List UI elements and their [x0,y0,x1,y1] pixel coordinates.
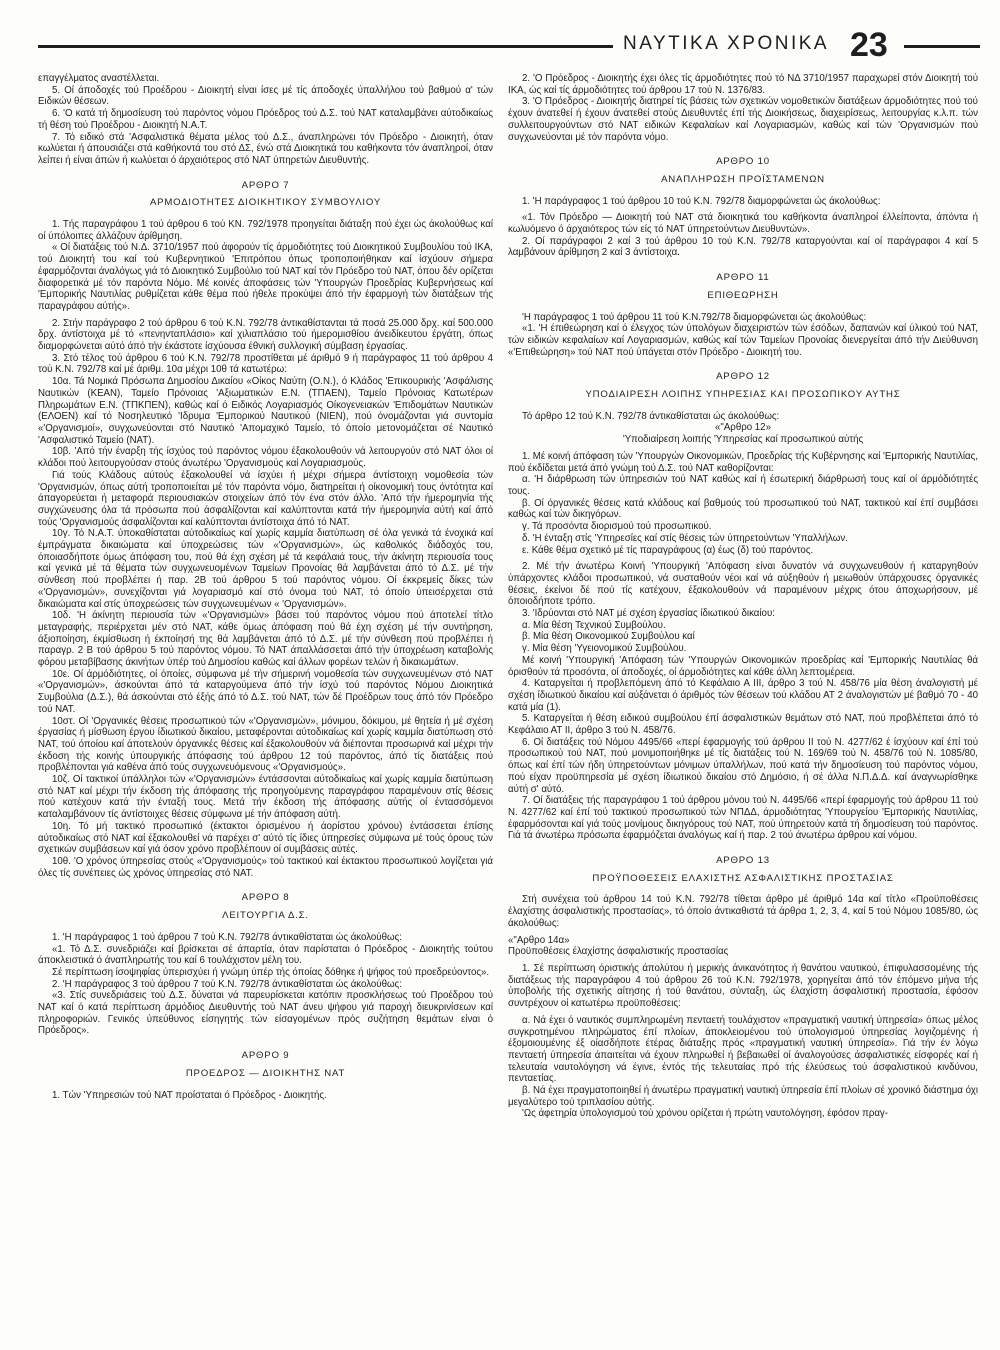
paragraph: επαγγέλματος αναστέλλεται. [38,73,160,84]
paragraph: β. Νά έχει πραγματοποιηθεί ή άνωτέρω πραγματική ναυτική ύπηρεσία έπί πλοίων σέ χρονικό διάστημα όχι μεγαλύτερο τού τριπλασίου αύτής. [508,1085,978,1108]
paragraph: 2. Μέ τήν άνωτέρω Κοινή 'Υπουργική 'Απόφαση είναι δυνατόν νά συγχωνευθούν ή καταργηθούν ύπάρχοντες κλάδοι προσωπικού, νά συσταθούν νέοι καί νά αύξηθούν ή μειωθούν ύπάρχουσες όργανικές θέσεις, έκείνοι δέ πού τίς κατέχουν, έξακολουθούν νά παραμένουν μέχρις ότου άποχωρήσουν, μέ όποιοδήποτε τρόπο. [508,561,978,608]
paragraph: Προϋποθέσεις έλαχίστης άσφαλιστικής προστασίας [508,946,729,958]
paragraph: 3. 'Ιδρύονται στό ΝΑΤ μέ σχέση έργασίας ίδιωτικού δικαίου: [522,608,775,620]
article-subheading: ΑΡΜΟΔΙΟΤΗΤΕΣ ΔΙΟΙΚΗΤΙΚΟΥ ΣΥΜΒΟΥΛΙΟΥ [149,197,382,209]
page-header [38,26,980,66]
paragraph: β. Μία θέση Οικονομικού Συμβούλου καί [522,631,695,643]
paragraph: 7. Οί διατάξεις τής παραγράφου 1 τού άρθρου μόνου τού Ν. 4495/66 «περί έφαρμογής τού άρθρου 11 τού Ν. 4277/62 καί έπί τού τακτικού προσωπικού τών ΝΠΔΔ, άρμοδιότητας 'Υπουργείου 'Εμπορικής Ναυτιλίας, έφαρμόσονται καί γιά τούς μονίμους δικηγόρους τού ΝΑΤ, πού ύπηρετούν κατά τή δημοσίευση τού παρόντος. Γιά τά άνωτέρω πρόσωπα έφαρμόζεται άναλόγως καί ή παρ. 2 τού άνωτέρω άρθρου καί νόμου. [508,795,978,842]
paragraph: ε. Κάθε θέμα σχετικό μέ τίς παραγράφους (α) έως (δ) τού παρόντος. [522,544,814,556]
article-heading: ΑΡΘΡΟ 13 [716,855,770,867]
paragraph: 5. Καταργείται ή θέση ειδικού συμβούλου έπί άσφαλιστικών θεμάτων στό ΝΑΤ, πού προβλέπεται άπό τό Κεφάλαιο ΑΤ ΙΙ, άρθρο 3 τού Ν. 458/76. [508,713,978,737]
paragraph: γ. Μία θέση 'Υγειονομικού Συμβούλου. [522,643,687,655]
left-column [38,73,493,1335]
paragraph: 1. Μέ κοινή άπόφαση τών 'Υπουργών Οικονομικών, Προεδρίας τής Κυβέρνησης καί 'Εμπορικής Ναυτιλίας, πού έκδίδεται μετά άπό γνώμη τού Δ.Σ. τού ΝΑΤ καθορίζονται: [508,450,978,474]
paragraph: «1. Τό Δ.Σ. συνεδριάζει καί βρίσκεται σέ άπαρτία, όταν παρίσταται ό Πρόεδρος - Διοικητής τούτου άποκλειστικά ό άναπληρωτής του καί 6 τουλάχιστον μέλη του. [38,943,493,967]
paragraph: α. Μία θέση Τεχνικού Συμβούλου. [522,619,666,631]
paragraph: 10ε. Οί άρμόδιότητες, οί όποίες, σύμφωνα μέ τήν σήμερινή νομοθεσία τών συγχωνευμένων στό ΝΑΤ «'Οργανισμών», άσκούνται άπό τά καταργούμενα άπό τήν ίσχύ τού παρόντος Νόμου Διοικητικά Συμβούλια (Δ.Σ.), θά άσκούνται στό έξής άπό τό Δ.Σ. τού ΝΑΤ, τών δέ Προέδρων τους άπό τόν Πρόεδρο τού ΝΑΤ. [38,668,493,715]
paragraph: «"Αρθρο 14α» [508,934,570,946]
article-subheading: ΠΡΟΫΠΟΘΕΣΕΙΣ ΕΛΑΧΙΣΤΗΣ ΑΣΦΑΛΙΣΤΙΚΗΣ ΠΡΟΣΤΑΣΙΑΣ [592,872,894,884]
paragraph: δ. 'Η ένταξη στίς 'Υπηρεσίες καί στίς θέσεις τών ύπηρετούντων 'Υπαλλήλων. [522,532,848,544]
paragraph: 2. 'Η παράγραφος 3 τού άρθρου 7 τού Κ.Ν. 792/78 άντικαθίσταται ώς άκολούθως: [52,978,402,990]
paragraph: 10στ. Οί 'Οργανικές θέσεις προσωπικού τών «'Οργανισμών», μόνιμου, δόκιμου, μέ θητεία ή μέ σχέση έργασίας ή μίσθωση έργου ίδιωτικού δικαίου, μεταφέρονται αύτοδικαίως καί χωρίς καμμία διατύπωση στό ΝΑΤ, τού όποίου καί άποτελούν όργανικές θέσεις καί έξακολουθούν νά διέπονται προσωρινά καί μέχρι τήν έκδοση τής κοινής ύπουργικής άπόφασης τού άρθρου 12 τού παρόντος, άπό τίς διατάξεις πού προβλέπονται γιά καθένα άπό τούς συγχωνευόμενους «'Οργανισμούς». [38,715,493,774]
header-rule-right [904,45,980,48]
paragraph: 10θ. 'Ο χρόνος ύπηρεσίας στούς «'Οργανισμούς» τού τακτικού καί έκτακτου προσωπικού λογίζεται γιά όλες τίς συνέπειες ώς χρόνος ύπηρεσίας στό ΝΑΤ. [38,856,493,879]
magazine-title: ΝΑΥΤΙΚΑ ΧΡΟΝΙΚΑ [623,33,830,54]
article-heading: ΑΡΘΡΟ 10 [716,156,770,168]
paragraph: 2. Οί παράγραφοι 2 καί 3 τού άρθρου 10 τού Κ.Ν. 792/78 καταργούνται καί οί παράγραφοι 4 καί 5 λαμβάνουν άρίθμηση 2 καί 3 άντίστοιχα. [508,235,978,259]
paragraph: Μέ κοινή 'Υπουργική 'Απόφαση τών 'Υπουργών Οικονομικών προεδρίας καί 'Εμπορικής Ναυτιλίας θά όρισθούν τά προσόντα, οί άποδοχές, οί άρμοδιότητες καί κάθε άλλη λεπτομέρεια. [508,654,978,678]
paragraph: α. 'Η διάρθρωση τών ύπηρεσιών τού ΝΑΤ καθώς καί ή έσωτερική διάρθρωσή τους καί οί άρμόδιότητές τους. [508,474,978,497]
paragraph: 10ζ. Οί τακτικοί ύπάλληλοι τών «'Οργανισμών» έντάσσονται αύτοδικαίως καί χωρίς καμμία διατύπωση στό ΝΑΤ καί μέχρι τήν έκδοση τής άπόφασης τής προηγούμενης παραγράφου παραμένουν στίς θέσεις πού κατέχουν κατά τήν ένταξή τους. Μετά τήν έκδοση τής άπόφασης αύτής οί έντασσόμενοι καταλαμβάνουν τίς άντίστοιχες θέσεις σύμφωνα μέ τήν άπόφαση αύτή. [38,774,493,821]
page-number: 23 [850,26,888,64]
article-subheading: ΥΠΟΔΙΑΙΡΕΣΗ ΛΟΙΠΗΣ ΥΠΗΡΕΣΙΑΣ ΚΑΙ ΠΡΟΣΩΠΙΚΟΥ ΑΥΤΗΣ [585,389,901,401]
paragraph: «3. Στίς συνεδριάσεις τού Δ.Σ. δύναται νά παρευρίσκεται κατόπιν προσκλήσεως τού Προέδρου τού ΝΑΤ καί ό κατά περίπτωση άρμόδιος Διευθυντής τού ΝΑΤ άνευ ψήφου γιά παροχή διευκρινίσεων καί πληροφοριών. Γενικός ύπεύθυνος είσηγητής τών είσαγομένων πρός συζήτηση θεμάτων είναι ό Πρόεδρος». [38,990,493,1037]
article-subheading: ΛΕΙΤΟΥΡΓΙΑ Δ.Σ. [222,910,309,922]
paragraph: 3. 'Ο Πρόεδρος - Διοικητής διατηρεί τίς βάσεις τών σχετικών νομοθετικών διατάξεων άρμοδιότητες πού τού έχουν άνατεθεί ή έχουν άνατεθεί στούς Διευθυντές έπί τής Διοικήσεως, διαχειρίσεως, λειτουργίας κ.λ.π. τών συλλειτουργούντων στό ΝΑΤ ειδικών Κεφαλαίων καί Λογαριασμών, καθώς καί τών 'Οργανισμών πού συγχωνεύονται μέ τόν παρόντα νόμο. [508,96,978,143]
paragraph: 'Ως άφετηρία ύπολογισμού τού χρόνου ορίζεται ή πρώτη ναυτολόγηση, έφόσον πραγ- [522,1108,888,1120]
paragraph: 10α. Τά Νομικά Πρόσωπα Δημοσίου Δικαίου «Οίκος Ναύτη (Ο.Ν.), ό Κλάδος 'Επικουρικής 'Ασφάλισης Ναυτικών (ΚΕΑΝ), Ταμείο Πρόνοιας 'Αξιωματικών Ε.Ν. (ΤΠΑΕΝ), Ταμείο Πρόνοιας Κατωτέρων Πληρωμάτων Ε.Ν. (ΤΠΚΠΕΝ), καθώς καί ό Ειδικός Λογαριασμός Οίκογενειακών 'Επιδομάτων Ναυτικών (ΕΛΟΕΝ) καί τό Νοσηλευτικό 'Ιδρυμα 'Εμπορικού Ναυτικού (ΝΙΕΝ), πού όνομάζονται γιά συντομία «'Οργανισμοί», συγχωνεύονται στό Ναυτικό 'Απομαχικό Ταμείο, τό όποίο μετονομάζεται σέ Ναυτικό 'Ασφαλιστικό Ταμείο (ΝΑΤ). [38,376,493,446]
article-heading: ΑΡΘΡΟ 7 [241,179,290,191]
paragraph: Τό άρθρο 12 τού Κ.Ν. 792/78 άντικαθίσταται ώς άκολούθως: [522,410,780,422]
paragraph: 1. 'Η παράγραφος 1 τού άρθρου 7 τού Κ.Ν. 792/78 άντικαθίσταται ώς άκολούθως: [52,931,402,943]
article-subheading: ΠΡΟΕΔΡΟΣ — ΔΙΟΙΚΗΤΗΣ ΝΑΤ [185,1067,346,1079]
paragraph: Γιά τούς Κλάδους αύτούς έξακολουθεί νά ίσχύει ή μέχρι σήμερα άντίστοιχη νομοθεσία τών 'Οργανισμών, όπως αύτή τροποποιείται μέ τόν παρόντα νόμο, διατηρείται ή οίκονομική τους όντότητα καί άπαγορεύεται ή μεταφορά περιουσιακών στοιχείων άπό τόν ένα στόν άλλο. 'Από τήν ήμερομηνία τής συγχώνευσης όλα τά πρόσωπα πού άσφαλίζονται καί καλύπτονται κατά τήν ήμερομηνία αύτή καί άπό τούς 'Οργανισμούς άσφαλίζονται καί καλύπτονται άντίστοιχα άπό τό ΝΑΤ. [38,469,493,528]
paragraph: 7. Τό ειδικό στά 'Ασφαλιστικά θέματα μέλος τού Δ.Σ., άναπληρώνει τόν Πρόεδρο - Διοικητή, όταν κωλύεται ή άπουσιάζει στά καθήκοντά του στό ΔΣ, ένώ στά Διοικητικά του καθήκοντα τόν άναπληροί, όταν λείπει ή είναι άπών ή κωλύεται ό άρχαιότερος στό ΝΑΤ ύπηρετών Διευθυντής. [38,131,493,166]
paragraph: 1. Τών 'Υπηρεσιών τού ΝΑΤ προίσταται ό Πρόεδρος - Διοικητής. [52,1089,327,1101]
paragraph: «1. Τόν Πρόεδρο — Διοικητή τού ΝΑΤ στά διοικητικά του καθήκοντα άναπληροί έλλείποντα, άπόντα ή κωλυόμενο ό άρχαιότερος τών είς τό ΝΑΤ ύπηρετούντων Διευθυντών». [508,212,978,236]
paragraph: « Οί διατάξεις τού Ν.Δ. 3710/1957 πού άφορούν τίς άρμοδιότητες τού Διοικητικού Συμβουλίου τού ΙΚΑ, τού Διοικητή του καί τού Κυβερνητικού 'Επιτρόπου όπως τροποποιήθηκαν καί ίσχύουν σήμερα έφαρμόζονται άναλόγως γιά τό Διοικητικό Συμβούλιο τού ΝΑΤ καί τόν Πρόεδρο τού ΝΑΤ, όπου δέν ορίζεται διαφορετικά μέ τόν παρόντα Νόμο. Μέ κοινές άποφάσεις τών 'Υπουργών Προεδρίας Κυβερνήσεως καί 'Εμπορικής Ναυτιλίας ρυθμίζεται κάθε θέμα πού ήθελε προκύψει άπό τήν έφαρμογή τών διατάξεων τής παραγράφου αύτής». [38,242,493,312]
paragraph: 6. Οί διατάξεις τού Νόμου 4495/66 «περί έφαρμογής τού άρθρου ΙΙ τού Ν. 4277/62 έ ίσχύουν καί έπί τού προσωπικού τού ΝΑΤ, πού μονιμοποιήθηκε μέ τίς διατάξεις τού Ν. 169/69 τού Ν. 458/76 τού Ν. 1085/80, όπως καί έπί τών ήδη ύπηρετούντων μόνιμων ύπαλλήλων, πού κατά τήν δημοσίευση τού παρόντος νόμου, πού είχαν προϋπηρεσία μέ σχέση ίδιωτικού δικαίου στό Δημόσιο, ή σέ άλλα Ν.Π.Δ.Δ. καί άναγνωρίσθηκε αύτή σ' αύτό. [508,736,978,795]
right-column [508,73,978,1335]
paragraph: 1. Τής παραγράφου 1 τού άρθρου 6 τού ΚΝ. 792/1978 προηγείται διάταξη πού έχει ώς άκολούθως καί οί ύπόλοιπες άλλάζουν άρίθμηση. [38,219,493,242]
centered-line: «"Αρθρο 12» [715,422,771,434]
article-heading: ΑΡΘΡΟ 9 [241,1050,290,1062]
paragraph: 2. 'Ο Πρόεδρος - Διοικητής έχει όλες τίς άρμοδιότητες πού τό ΝΔ 3710/1957 παραχωρεί στόν Διοικητή τού ΙΚΑ, ώς καί τίς άρμοδιότητες τού άρθρου 17 τού Ν. 1376/83. [508,73,978,96]
article-heading: ΑΡΘΡΟ 8 [241,892,290,904]
paragraph: 2. Στήν παράγραφο 2 τού άρθρου 6 τού Κ.Ν. 792/78 άντικαθίστανται τά ποσά 25.000 δρχ. καί 500.000 δρχ. άντίστοιχα μέ τό «πενηνταπλάσιο» καί χιλιαπλάσιο τού ήμερομισθίου άνειδίκευτου έργάτη, όπως διαμορφώνεται αύτό άπό τήν έκάστοτε ίσχύουσα έθνική συλλογική σύμβαση έργασίας. [38,317,493,353]
paragraph: Σέ περίπτωση ίσοψηφίας ύπερισχύει ή γνώμη ύπέρ τής όποίας δόθηκε ή ψήφος τού προεδρεύοντος». [52,966,490,978]
paragraph: 3. Στό τέλος τού άρθρου 6 τού Κ.Ν. 792/78 προστίθεται μέ άριθμό 9 ή παράγραφος 11 τού άρθρου 4 τού Κ.Ν. 792/78 καί μέ άριθμ. 10α μέχρι 10θ τά κατωτέρω: [38,352,493,376]
centered-line: 'Υποδιαίρεση λοιπής 'Υπηρεσίας καί προσωπικού αύτής [622,434,864,446]
paragraph: 6. 'Ο κατά τή δημοσίευση τού παρόντος νόμου Πρόεδρος τού Δ.Σ. τού ΝΑΤ καταλαμβάνει αύτοδικαίως τή θέση τού Προέδρου - Διοικητή Ν.Α.Τ. [38,108,493,131]
paragraph: 1. Σέ περίπτωση όριστικής άπολύτου ή μερικής άνικανότητος ή θανάτου ναυτικού, έπιφυλασσομένης τής διατάξεως τής παραγράφου 4 τού άρθρου 26 τού Κ.Ν. 792/1978, χορηγείται άπό τόν έπόμενο μήνα τής ύποβολής τής σχετικής αίτησης ή τού θανάτου, σύνταξη, ώς έλαχίστη άσφαλιστική προστασία, έφόσον συντρέχουν οί κατωτέρω προϋποθέσεις: [508,963,978,1010]
article-heading: ΑΡΘΡΟ 11 [716,272,770,284]
paragraph: 10β. 'Από τήν έναρξη τής ίσχύος τού παρόντος νόμου έξακολουθούν νά λειτουργούν στό ΝΑΤ όλοι οί κλάδοι πού λειτουργούσαν στούς άνωτέρω 'Οργανισμούς καί Λογαριασμούς. [38,446,493,470]
paragraph: 'Η παράγραφος 1 τού άρθρου 11 τού Κ.Ν.792/78 διαμορφώνεται ώς άκολούθως: [522,311,867,323]
paragraph: «1. 'Η έπιθεώρηση καί ό έλεγχος τών ύπολόγων διαχειριστών τών έσόδων, δαπανών καί ύλικού τού ΝΑΤ, τών ειδικών κεφαλαίων καί Λογαριασμών, καθώς καί τών Ταμείων Προνοίας διενεργείται άπό τήν Διεύθυνση «'Επιθεώρηση» τού ΝΑΤ πού ύπάγεται στόν Πρόεδρο - Διοικητή του. [508,323,978,358]
paragraph: Στή συνέχεια τού άρθρου 14 τού Κ.Ν. 792/78 τίθεται άρθρο μέ άριθμό 14α καί τίτλο «Προϋποθέσεις έλαχίστης άσφαλιστικής προστασίας», τό όποίο άντικαθιστά τά άρθρα 1, 2, 3, 4, καί 5 τού Νόμου 1085/80, ώς άκολούθως: [508,894,978,929]
article-heading: ΑΡΘΡΟ 12 [716,371,770,383]
paragraph: α. Νά έχει ό ναυτικός συμπληρωμένη πενταετή τουλάχιστον «πραγματική ναυτική ύπηρεσία» όπως μέλος συγκροτημένου πληρώματος έπί πλοίων, άποκλειομένου τού ύπολογισμού ύπηρεσίας λογιζομένης ή έξομοιουμένης έξ οίασδήποτε έτέρας διάταξης πρός «πραγματική ναυτική ύπηρεσία». Γιά τήν έν λόγω πενταετή ύπηρεσία άπαιτείται νά έχουν πληρωθεί ή βεβαιωθεί οί άναλογούσες άσφαλιστικές είσφορές καί ή τελευταία ναυτολόγηση νά έγινε, έντός τής τελευταίας πρό τής έλεύσεως τού άσφαλιστικού κινδύνου, πενταετίας. [508,1014,978,1085]
paragraph: 10δ. 'Η άκίνητη περιουσία τών «'Οργανισμών» βάσει τού παρόντος νόμου πού άποτελεί τίτλο μεταγραφής, περιέρχεται μέν στό ΝΑΤ, κάθε όμως άπόφαση πού θά έχη σχέση μέ τήν συντήρηση, άξιοποίηση, έκμίσθωση ή έκποίησή της θά λαμβάνεται άπό τό Δ.Σ. μέ τήν σύνθεση πού προβλέπει ή παραγρ. 2 Β τού άρθρου 5 τού παρόντος νόμου. Τό ΝΑΤ άπαλλάσσεται άπό τήν ύποχρέωση καταβολής φόρου μεταβίβασης άκινήτων ύπέρ τού Δημοσίου καθώς καί άλλων φορέων τελών ή δικαιωμάτων. [38,610,493,669]
paragraph: γ. Τά προσόντα διορισμού τού προσωπικού. [522,521,712,533]
article-subheading: ΕΠΙΘΕΩΡΗΣΗ [707,289,779,301]
paragraph: 10η. Τό μή τακτικό προσωπικό (έκτακτοι όρισμένου ή άορίστου χρόνου) έντάσσεται έπίσης αύτοδικαίως στό ΝΑΤ καί έξακολουθεί νά παρέχει σ' αύτό τίς ίδιες ύπηρεσίες σύμφωνα μέ τούς όρους τών σχετικών συμβάσεων καί γιά όσον χρόνο προβλέπουν οί συμβάσεις αύτές. [38,820,493,856]
paragraph: 10γ. Τό Ν.Α.Τ. ύποκαθίσταται αύτοδικαίως καί χωρίς καμμία διατύπωση σέ όλα γενικά τά ένοχικά καί έμπράγματα δικαιώματα καί ύποχρεώσεις τών «'Οργανισμών», ώς καθολικός διάδοχός του, όποιασδήποτε όμως άπόφαση του, πού θά έχη σχέση μέ τά κεφάλαιά τους, τήν άκίνητη περιουσία τους καί γενικά μέ τά θέματα τών συγχωνευομένων Ταμείων Προνοίας θά λαμβάνεται άπό τό Δ.Σ. μέ τήν σύνθεση πού προβλέπει ή παρ. 2Β τού άρθρου 5 τού παρόντος νόμου. Οί έκκρεμείς δίκες τών «'Οργανισμών», συνεχίζονται γιά λογαριασμό καί στό όνομα τού ΝΑΤ, τό όποίο ύπεισέρχεται στά δικαιώματα καί στίς ύποχρεώσεις τών συγχωνευμένων « 'Οργανισμών». [38,528,493,610]
paragraph: 1. 'Η παράγραφος 1 τού άρθρου 10 τού Κ.Ν. 792/78 διαμορφώνεται ώς άκολούθως: [522,195,881,207]
paragraph: 4. Καταργείται ή προβλεπόμενη άπό τό Κεφάλαιο Α ΙΙΙ, άρθρο 3 τού Ν. 458/76 μία θέση άναλογιστή μέ σχέση ίδιωτικού δικαίου καί αύξάνεται ό άριθμός τών θέσεων τού κλάδου ΑΤ 2 άναλογιστών μέ βαθμό 70 - 40 κατά μία (1). [508,678,978,713]
article-subheading: ΑΝΑΠΛΗΡΩΣΗ ΠΡΟΪΣΤΑΜΕΝΩΝ [661,173,825,185]
header-rule-left [38,45,613,48]
paragraph: β. Οί όργανικές θέσεις κατά κλάδους καί βαθμούς τού προσωπικού τού ΝΑΤ, τακτικού καί έπί συμβάσει καθώς καί τών δικηγόρων. [508,497,978,521]
paragraph: 5. Οί άποδοχές τού Προέδρου - Διοικητή είναι ίσες μέ τίς άποδοχές ύπαλλήλου τού βαθμού α' τών Ειδικών θέσεων. [38,84,493,108]
